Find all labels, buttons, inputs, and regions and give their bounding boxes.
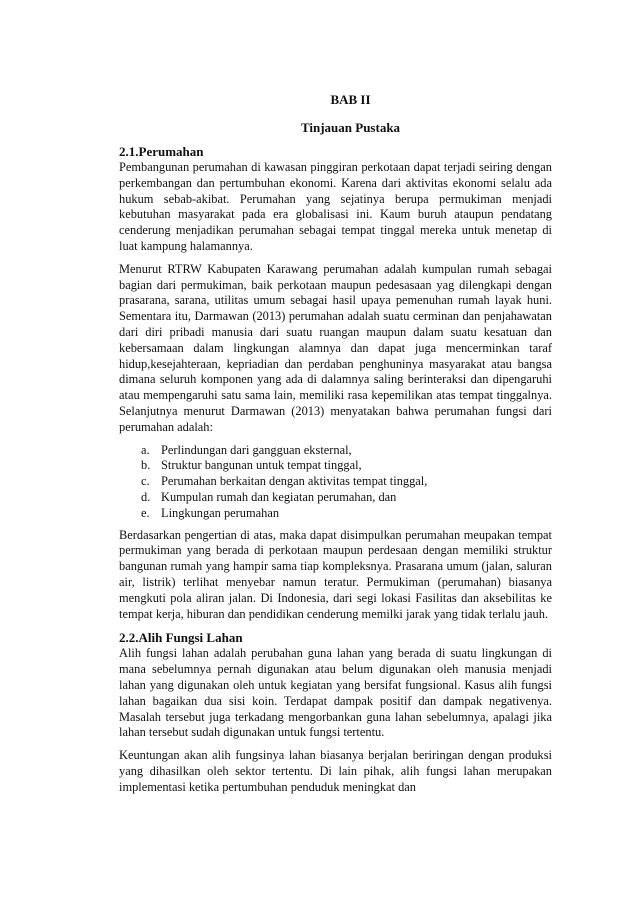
function-list	[119, 443, 552, 522]
list-item	[141, 443, 552, 459]
paragraph: Alih fungsi lahan adalah perubahan guna lahan yang berada di suatu lingkungan di mana sebelumnya pernah digunakan atau belum digunakan oleh manusia menjadi lahan yang digunakan oleh untuk kegiatan yang bersifat fungsional. Kasus alih fungsi lahan bagaikan dua sisi koin. Terdapat dampak positif dan dampak negativenya. Masalah tersebut juga terkadang mengorbankan guna lahan sebelumnya, apalagi jika lahan tersebut sudah digunakan untuk fungsi tertentu.	[119, 646, 552, 740]
list-item-text: Perumahan berkaitan dengan aktivitas tempat tinggal,	[161, 474, 428, 489]
section-alih-fungsi-lahan	[119, 630, 552, 795]
section-heading: 2.2.Alih Fungsi Lahan	[119, 630, 243, 646]
paragraph: Keuntungan akan alih fungsinya lahan biasanya berjalan beriringan dengan produksi yang dihasilkan oleh sektor tertentu. Di lain pihak, alih fungsi lahan merupakan implementasi ketika pertumbuhan penduduk meningkat dan	[119, 748, 552, 794]
list-item	[141, 474, 552, 490]
list-marker: b.	[141, 458, 151, 473]
paragraph: Menurut RTRW Kabupaten Karawang perumahan adalah kumpulan rumah sebagai bagian dari permukiman, baik perkotaan maupun pedesasaan yag dilengkapi dengan prasarana, sarana, utilitas umum sebagai hasil upaya pemenuhan rumah layak huni. Sementara itu, Darmawan (2013) perumahan adalah suatu cerminan dan penjahawatan dari diri pribadi manusia dari suatu ruangan maupun dalam suatu kesatuan dan kebersamaan dalam lingkungan alamnya dan dapat juga mencerminkan taraf hidup,kesejahteraan, kepriadian dan perdaban penghuninya masyarakat atau bangsa dimana seluruh komponen yang ada di dalamnya saling berinteraksi dan dipengaruhi atau mempengaruhi satu sama lain, memiliki rasa kepemilikan atas tempat tinggalnya. Selanjutnya menurut Darmawan (2013) menyatakan bahwa perumahan fungsi dari perumahan adalah:	[119, 261, 552, 434]
chapter-title: Tinjauan Pustaka	[300, 120, 401, 135]
list-item	[141, 490, 552, 506]
list-item-text: Struktur bangunan untuk tempat tinggal,	[161, 458, 362, 473]
list-marker: d.	[141, 489, 151, 504]
paragraph: Berdasarkan pengertian di atas, maka dapat disimpulkan perumahan meupakan tempat permukiman yang berada di perkotaan maupun perdesaan dengan memiliki struktur bangunan rumah yang hampir sama tiap kompleksnya. Prasarana umum (jalan, saluran air, listrik) terlihat menyebar namun teratur. Permukiman (perumahan) biasanya mengkuti pola aliran jalan. Di Indonesia, dari segi lokasi Fasilitas dan aksebilitas ke tempat kerja, hiburan dan pendidikan cenderung memilki jarak yang tidak terlalu jauh.	[119, 527, 552, 621]
list-item-text: Lingkungan perumahan	[161, 505, 280, 520]
list-item-text: Kumpulan rumah dan kegiatan perumahan, dan	[161, 489, 397, 504]
list-item	[141, 506, 552, 522]
section-heading: 2.1.Perumahan	[119, 144, 204, 159]
list-item	[141, 458, 552, 474]
section-perumahan	[119, 144, 552, 622]
list-item-text: Perlindungan dari gangguan eksternal,	[161, 442, 352, 457]
list-marker: a.	[141, 442, 150, 457]
list-marker: e.	[141, 505, 150, 520]
list-marker: c.	[141, 474, 150, 489]
chapter-number: BAB II	[330, 92, 371, 107]
paragraph: Pembangunan perumahan di kawasan pinggiran perkotaan dapat terjadi seiring dengan perkembangan dan pertumbuhan ekonomi. Karena dari aktivitas ekonomi selalu ada hukum sebab-akibat. Perumahan yang sejatinya berupa permukiman menjadi kebutuhan masyarakat pada era globalisasi ini. Kaum buruh ataupun pendatang cenderung menjadikan perumahan sebagai tempat tinggal mereka untuk menetap di luat kampung halamannya.	[119, 160, 552, 253]
